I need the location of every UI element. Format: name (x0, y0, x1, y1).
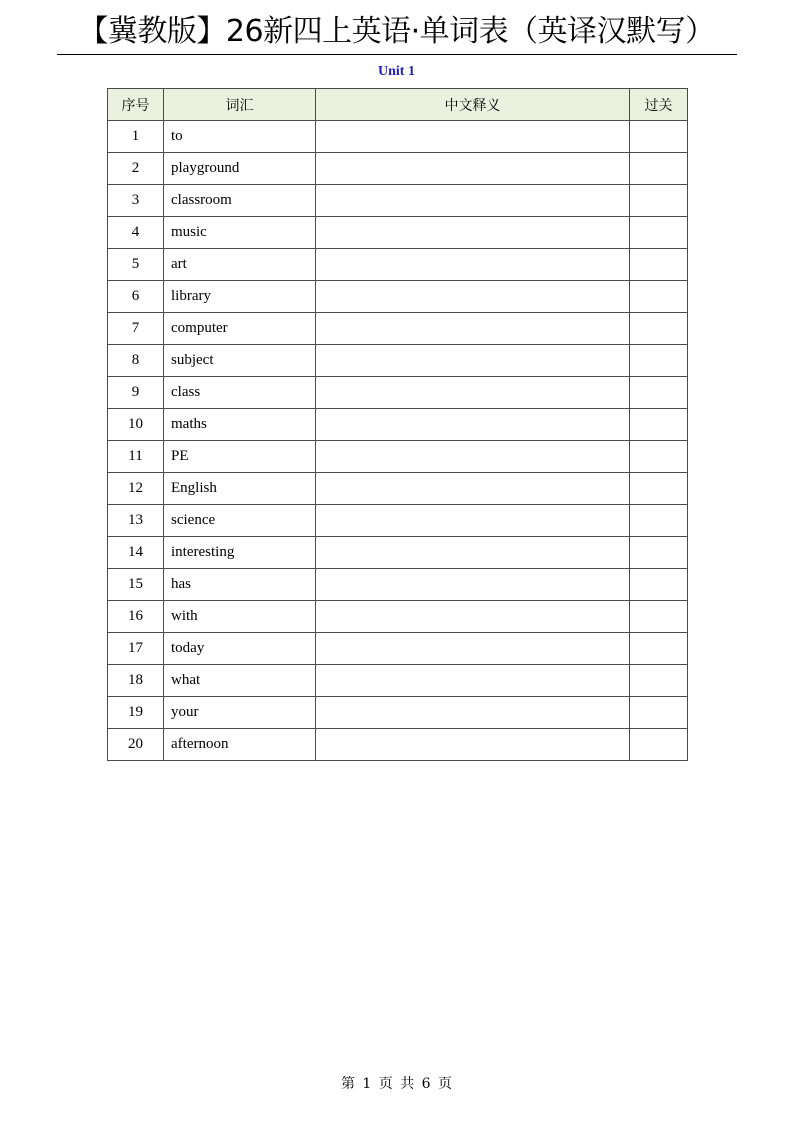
english-word: has (164, 569, 316, 601)
table-row (108, 153, 688, 185)
english-word: music (164, 217, 316, 249)
row-number: 10 (108, 409, 164, 441)
pass-check-cell[interactable] (630, 409, 688, 441)
english-word: afternoon (164, 729, 316, 761)
pass-check-cell[interactable] (630, 249, 688, 281)
title-underline (57, 54, 737, 55)
pass-check-cell[interactable] (630, 281, 688, 313)
chinese-meaning-answer-cell[interactable] (316, 505, 630, 537)
table-row (108, 249, 688, 281)
table-row (108, 633, 688, 665)
table-row (108, 473, 688, 505)
table-row (108, 217, 688, 249)
english-word: to (164, 121, 316, 153)
row-number: 6 (108, 281, 164, 313)
pass-check-cell[interactable] (630, 729, 688, 761)
vocabulary-table-body (108, 121, 688, 761)
chinese-meaning-answer-cell[interactable] (316, 281, 630, 313)
row-number: 7 (108, 313, 164, 345)
pass-check-cell[interactable] (630, 633, 688, 665)
pass-check-cell[interactable] (630, 377, 688, 409)
table-row (108, 345, 688, 377)
document-title: 【冀教版】26新四上英语·单词表（英译汉默写） (78, 14, 715, 49)
header-number: 序号 (108, 89, 164, 121)
english-word: today (164, 633, 316, 665)
pass-check-cell[interactable] (630, 505, 688, 537)
row-number: 4 (108, 217, 164, 249)
header-pass: 过关 (630, 89, 688, 121)
english-word: maths (164, 409, 316, 441)
row-number: 20 (108, 729, 164, 761)
unit-heading: Unit 1 (378, 64, 415, 79)
chinese-meaning-answer-cell[interactable] (316, 473, 630, 505)
row-number: 8 (108, 345, 164, 377)
english-word: science (164, 505, 316, 537)
english-word: class (164, 377, 316, 409)
table-row (108, 537, 688, 569)
row-number: 19 (108, 697, 164, 729)
table-row (108, 569, 688, 601)
table-row (108, 729, 688, 761)
english-word: subject (164, 345, 316, 377)
chinese-meaning-answer-cell[interactable] (316, 345, 630, 377)
chinese-meaning-answer-cell[interactable] (316, 121, 630, 153)
table-row (108, 665, 688, 697)
english-word: your (164, 697, 316, 729)
row-number: 9 (108, 377, 164, 409)
header-word: 词汇 (164, 89, 316, 121)
chinese-meaning-answer-cell[interactable] (316, 153, 630, 185)
english-word: PE (164, 441, 316, 473)
pass-check-cell[interactable] (630, 537, 688, 569)
english-word: with (164, 601, 316, 633)
chinese-meaning-answer-cell[interactable] (316, 377, 630, 409)
english-word: English (164, 473, 316, 505)
table-row (108, 121, 688, 153)
english-word: library (164, 281, 316, 313)
table-row (108, 601, 688, 633)
row-number: 3 (108, 185, 164, 217)
row-number: 14 (108, 537, 164, 569)
page-footer: 第 1 页 共 6 页 (340, 1076, 453, 1092)
table-row (108, 377, 688, 409)
header-chinese-meaning: 中文释义 (316, 89, 630, 121)
table-row (108, 313, 688, 345)
chinese-meaning-answer-cell[interactable] (316, 697, 630, 729)
chinese-meaning-answer-cell[interactable] (316, 217, 630, 249)
pass-check-cell[interactable] (630, 665, 688, 697)
row-number: 17 (108, 633, 164, 665)
table-row (108, 409, 688, 441)
chinese-meaning-answer-cell[interactable] (316, 409, 630, 441)
english-word: interesting (164, 537, 316, 569)
pass-check-cell[interactable] (630, 601, 688, 633)
chinese-meaning-answer-cell[interactable] (316, 249, 630, 281)
chinese-meaning-answer-cell[interactable] (316, 313, 630, 345)
chinese-meaning-answer-cell[interactable] (316, 441, 630, 473)
table-row (108, 441, 688, 473)
chinese-meaning-answer-cell[interactable] (316, 729, 630, 761)
chinese-meaning-answer-cell[interactable] (316, 665, 630, 697)
english-word: what (164, 665, 316, 697)
row-number: 18 (108, 665, 164, 697)
table-header-row (108, 89, 688, 121)
chinese-meaning-answer-cell[interactable] (316, 185, 630, 217)
pass-check-cell[interactable] (630, 569, 688, 601)
row-number: 1 (108, 121, 164, 153)
pass-check-cell[interactable] (630, 441, 688, 473)
english-word: art (164, 249, 316, 281)
row-number: 12 (108, 473, 164, 505)
english-word: computer (164, 313, 316, 345)
row-number: 11 (108, 441, 164, 473)
pass-check-cell[interactable] (630, 185, 688, 217)
row-number: 5 (108, 249, 164, 281)
row-number: 15 (108, 569, 164, 601)
pass-check-cell[interactable] (630, 345, 688, 377)
table-row (108, 185, 688, 217)
vocabulary-table (107, 88, 688, 761)
english-word: classroom (164, 185, 316, 217)
pass-check-cell[interactable] (630, 153, 688, 185)
english-word: playground (164, 153, 316, 185)
pass-check-cell[interactable] (630, 217, 688, 249)
pass-check-cell[interactable] (630, 313, 688, 345)
chinese-meaning-answer-cell[interactable] (316, 569, 630, 601)
row-number: 16 (108, 601, 164, 633)
table-row (108, 697, 688, 729)
row-number: 13 (108, 505, 164, 537)
pass-check-cell[interactable] (630, 697, 688, 729)
chinese-meaning-answer-cell[interactable] (316, 601, 630, 633)
row-number: 2 (108, 153, 164, 185)
table-row (108, 281, 688, 313)
table-row (108, 505, 688, 537)
pass-check-cell[interactable] (630, 121, 688, 153)
chinese-meaning-answer-cell[interactable] (316, 633, 630, 665)
chinese-meaning-answer-cell[interactable] (316, 537, 630, 569)
pass-check-cell[interactable] (630, 473, 688, 505)
